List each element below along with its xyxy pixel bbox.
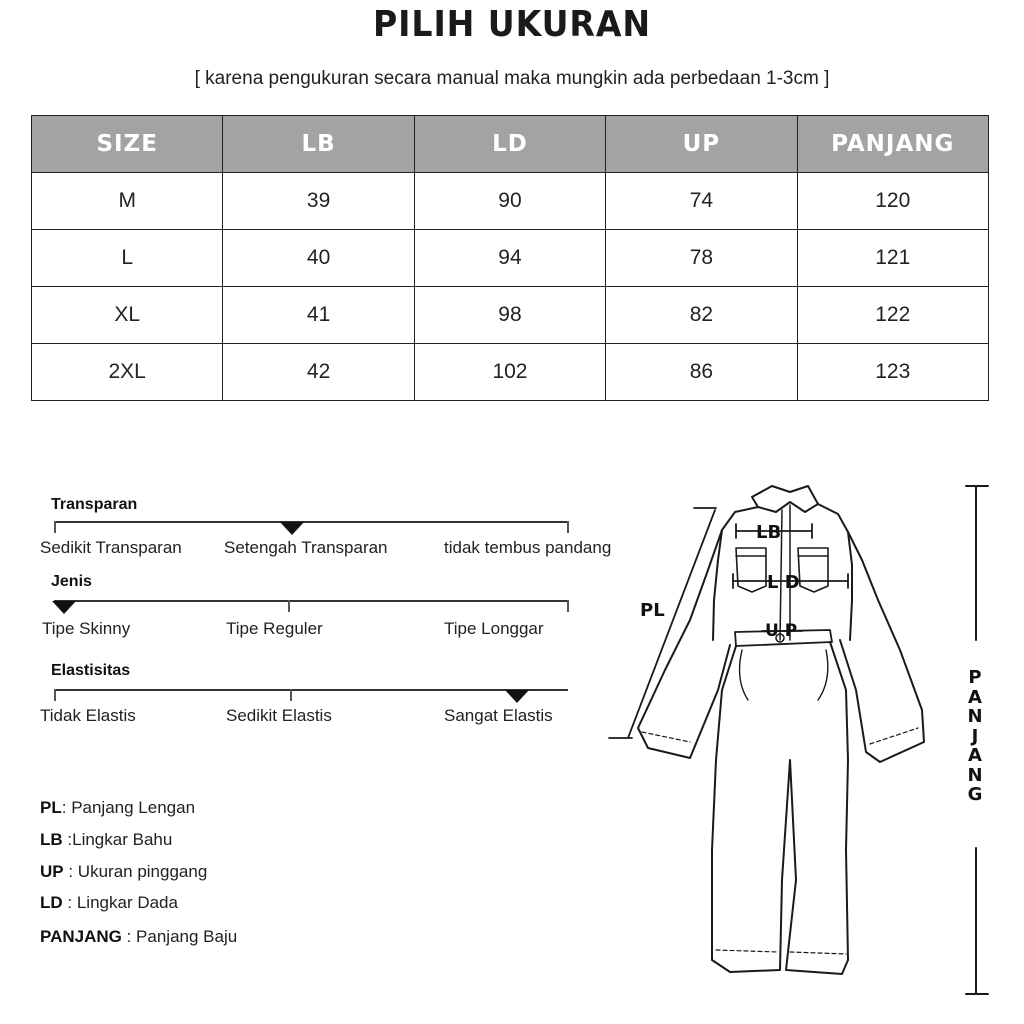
column-header-size: SIZE	[32, 116, 223, 173]
legend-separator: :	[61, 798, 72, 817]
table-cell: 102	[414, 344, 605, 401]
table-row	[32, 344, 989, 401]
table-cell: XL	[32, 287, 223, 344]
column-header-ld: LD	[414, 116, 605, 173]
jumpsuit-illustration	[600, 470, 1024, 1024]
cuff-stitching	[642, 728, 918, 744]
table-row	[32, 230, 989, 287]
scale-option: Tipe Skinny	[42, 619, 131, 638]
scale-tick	[54, 689, 56, 701]
ld-label: L D	[767, 572, 800, 593]
collar-outline	[752, 486, 818, 512]
scale-tick	[288, 600, 290, 612]
scale-tick	[567, 521, 569, 533]
trouser-pocket-lines	[740, 650, 828, 700]
legend-key: LB	[40, 830, 63, 849]
selected-marker-icon	[280, 522, 304, 535]
legend-item	[40, 893, 178, 913]
table-cell: 74	[606, 173, 797, 230]
selected-marker-icon	[505, 690, 529, 703]
table-cell: 122	[797, 287, 988, 344]
table-row	[32, 173, 989, 230]
left-chest-pocket	[736, 548, 766, 592]
scale-label: Jenis	[51, 573, 92, 590]
table-cell: 90	[414, 173, 605, 230]
legend-item	[40, 798, 195, 818]
scale-option: Tipe Reguler	[226, 619, 323, 638]
legend-key: UP	[40, 862, 64, 881]
scale-option: Setengah Transparan	[224, 538, 388, 557]
scale-tick	[54, 521, 56, 533]
panjang-vertical-label: PANJANG	[967, 667, 983, 805]
scale-option: Tipe Longgar	[444, 619, 544, 638]
table-header-row	[32, 116, 989, 173]
legend-separator: :	[121, 927, 137, 946]
measurement-note: [ karena pengukuran secara manual maka mungkin ada perbedaan 1-3cm ]	[194, 68, 830, 89]
scale-tick	[567, 600, 569, 612]
column-header-up: UP	[606, 116, 797, 173]
page-title: PILIH UKURAN	[372, 4, 652, 45]
table-row	[32, 287, 989, 344]
table-cell: 86	[606, 344, 797, 401]
table-cell: 78	[606, 230, 797, 287]
scale-option: tidak tembus pandang	[444, 538, 612, 557]
legend-separator: :	[62, 830, 73, 849]
legend-key: PANJANG	[40, 927, 122, 946]
trouser-outline	[712, 642, 848, 974]
scale-line	[54, 689, 568, 691]
legend-text: Ukuran pinggang	[77, 862, 208, 881]
scale-tick	[290, 689, 292, 701]
scale-option: Sedikit Transparan	[40, 538, 182, 557]
table-cell: 40	[223, 230, 414, 287]
legend-text: Lingkar Dada	[76, 893, 178, 912]
lb-label: LB	[756, 522, 782, 543]
table-cell: 98	[414, 287, 605, 344]
legend-key: LD	[40, 893, 63, 912]
legend-separator: :	[62, 893, 77, 912]
scale-line	[54, 521, 568, 523]
selected-marker-icon	[52, 601, 76, 614]
right-chest-pocket	[798, 548, 828, 592]
table-cell: L	[32, 230, 223, 287]
table-cell: 123	[797, 344, 988, 401]
table-cell: 42	[223, 344, 414, 401]
legend-text: Lingkar Bahu	[72, 830, 173, 849]
scale-option: Tidak Elastis	[40, 706, 136, 725]
table-cell: 121	[797, 230, 988, 287]
scale-line	[54, 600, 568, 602]
scale-option: Sangat Elastis	[444, 706, 553, 725]
table-cell: 39	[223, 173, 414, 230]
up-label: U P	[765, 621, 798, 641]
legend-item	[40, 862, 207, 882]
column-header-lb: LB	[223, 116, 414, 173]
table-cell: 41	[223, 287, 414, 344]
legend-key: PL	[40, 798, 62, 817]
table-cell: 82	[606, 287, 797, 344]
table-cell: 120	[797, 173, 988, 230]
legend-item	[40, 830, 172, 850]
legend-item	[40, 927, 237, 947]
legend-text: Panjang Baju	[136, 927, 238, 946]
legend-text: Panjang Lengan	[71, 798, 196, 817]
size-chart-table	[31, 115, 989, 401]
scale-label: Transparan	[51, 496, 138, 513]
scale-label: Elastisitas	[51, 662, 131, 679]
column-header-panjang: PANJANG	[797, 116, 988, 173]
legend-separator: :	[63, 862, 78, 881]
pl-label: PL	[640, 600, 665, 621]
table-cell: 2XL	[32, 344, 223, 401]
pl-measure-line	[609, 508, 716, 738]
table-cell: M	[32, 173, 223, 230]
scale-option: Sedikit Elastis	[226, 706, 332, 725]
table-cell: 94	[414, 230, 605, 287]
left-sleeve-outline	[638, 530, 730, 758]
